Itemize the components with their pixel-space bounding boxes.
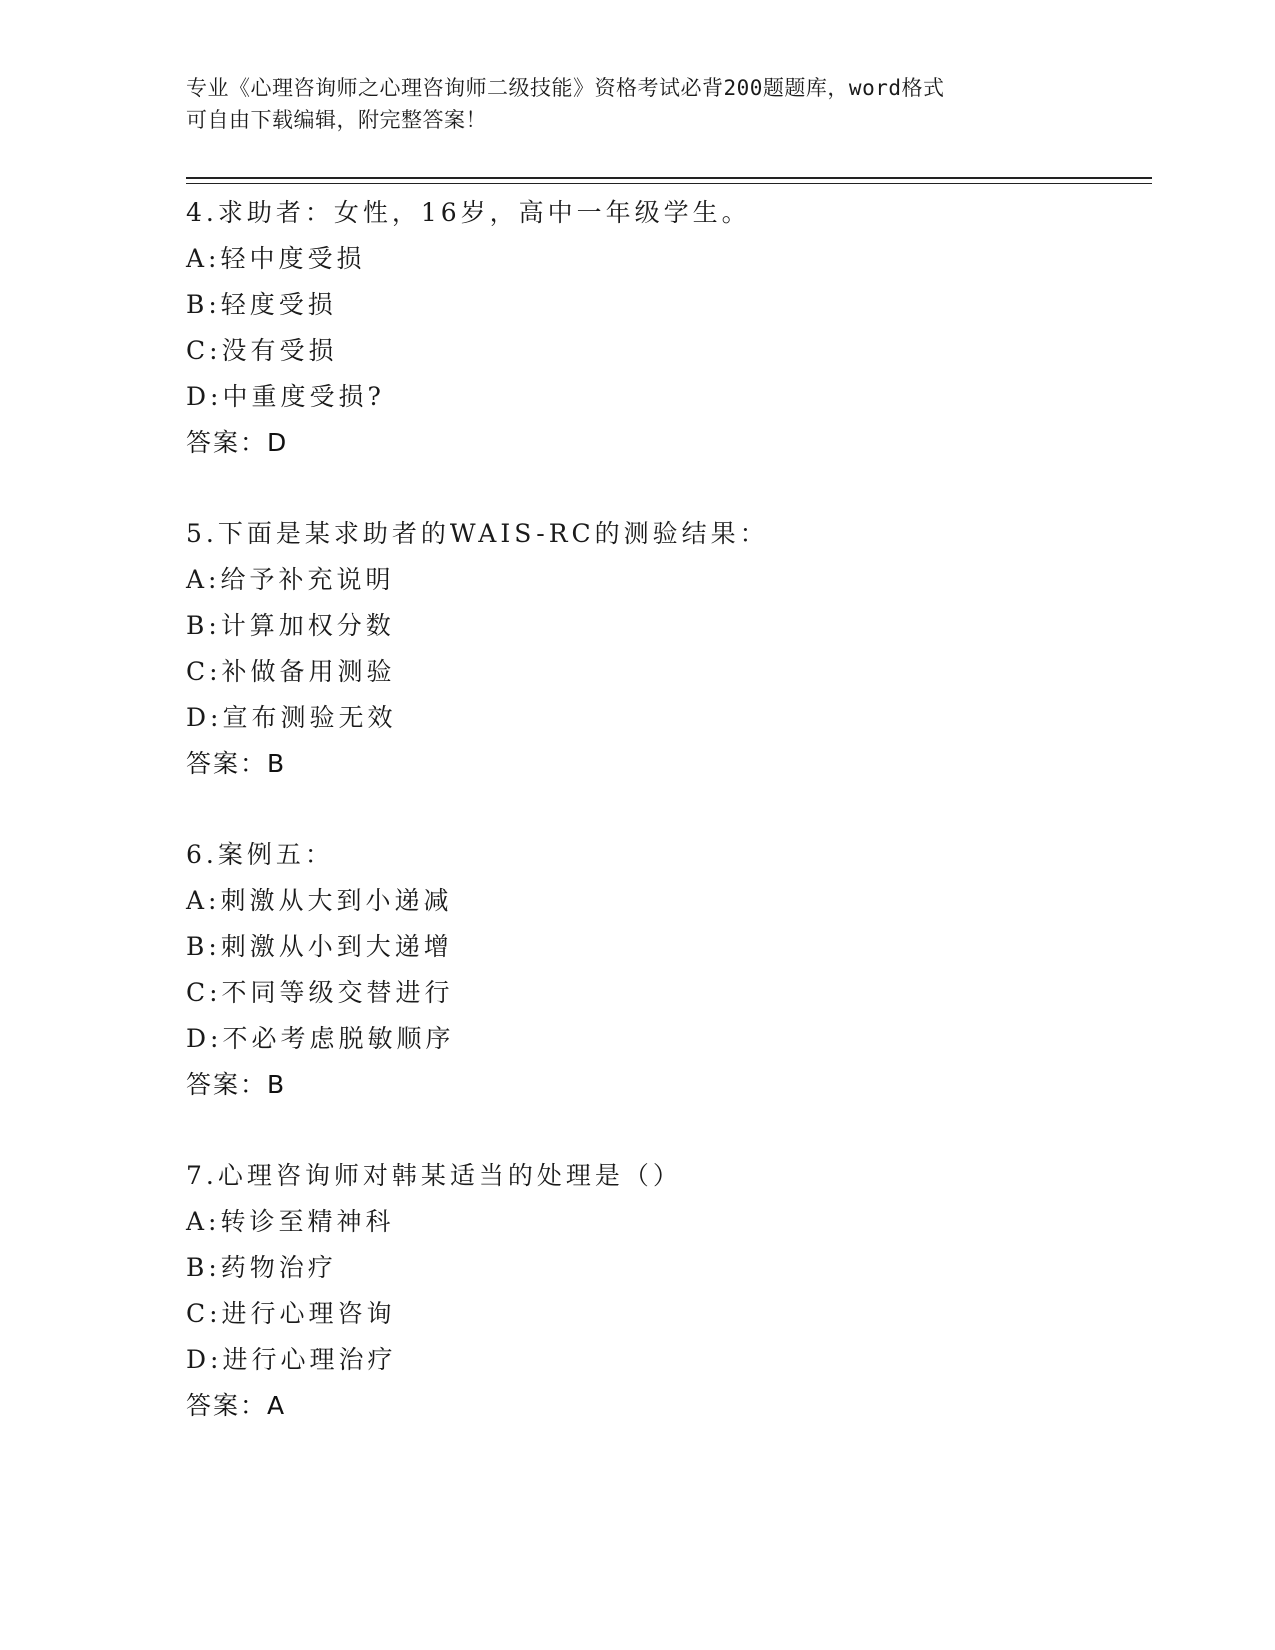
option-c: C:没有受损 — [186, 336, 338, 365]
option-c: C:不同等级交替进行 — [186, 978, 454, 1007]
option-c: C:进行心理咨询 — [186, 1299, 396, 1328]
answer-line: 答案：B — [186, 749, 287, 778]
option-a: A:给予补充说明 — [186, 565, 395, 594]
question-stem: 5.下面是某求助者的WAIS-RC的测验结果： — [186, 519, 769, 548]
option-a: A:转诊至精神科 — [186, 1207, 395, 1236]
option-a: A:轻中度受损 — [186, 244, 366, 273]
header-divider-thin — [186, 183, 1152, 184]
option-b: B:药物治疗 — [186, 1253, 337, 1282]
answer-line: 答案：B — [186, 1070, 287, 1099]
option-b: B:刺激从小到大递增 — [186, 932, 453, 961]
option-d: D:不必考虑脱敏顺序 — [186, 1024, 455, 1053]
question-list — [186, 190, 1146, 1474]
option-d: D:进行心理治疗 — [186, 1345, 397, 1374]
question-7 — [186, 1153, 1146, 1429]
answer-line: 答案：A — [186, 1391, 287, 1420]
question-6 — [186, 832, 1146, 1108]
document-header — [186, 72, 1086, 136]
question-stem: 6.案例五： — [186, 840, 334, 869]
header-line-2: 可自由下载编辑，附完整答案！ — [186, 108, 487, 132]
option-a: A:刺激从大到小递减 — [186, 886, 453, 915]
option-d: D:中重度受损? — [186, 382, 385, 411]
header-divider-thick — [186, 177, 1152, 179]
option-b: B:计算加权分数 — [186, 611, 395, 640]
question-stem: 7.心理咨询师对韩某适当的处理是（） — [186, 1161, 682, 1190]
header-line-1: 专业《心理咨询师之心理咨询师二级技能》资格考试必背200题题库，word格式 — [186, 76, 945, 100]
option-d: D:宣布测验无效 — [186, 703, 397, 732]
option-b: B:轻度受损 — [186, 290, 337, 319]
question-5 — [186, 511, 1146, 787]
option-c: C:补做备用测验 — [186, 657, 396, 686]
question-4 — [186, 190, 1146, 466]
question-stem: 4.求助者：女性，16岁，高中一年级学生。 — [186, 198, 751, 227]
answer-line: 答案：D — [186, 428, 289, 457]
